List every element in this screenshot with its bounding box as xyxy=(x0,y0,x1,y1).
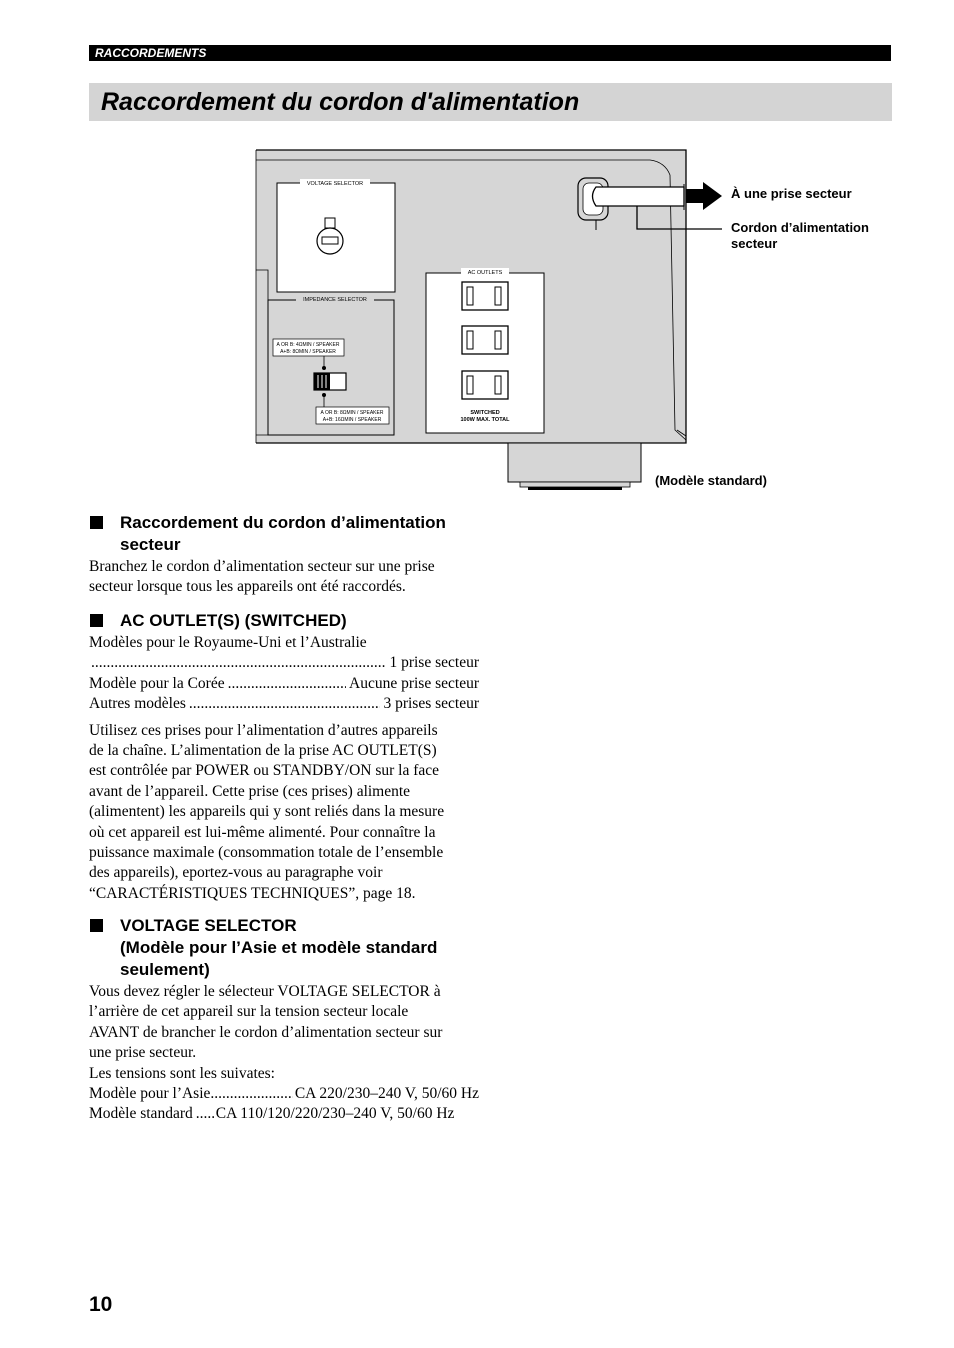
section-paragraph: Vous devez régler le sélecteur VOLTAGE SELECTOR à l’arrière de cet appareil sur la tension secteur locale AVANT de brancher le cordon d’alimentation secteur sur une prise secteur. Les tensions sont les suivates: Modèle pour l’Asie ..... CA 220/230–240 V, 50/60 Hz Modèle standard ..... CA 110/120/220/230–240 V, 50/60 Hz xyxy=(89,982,479,1125)
impedance-setting-bottom-line2: A+B: 16ΩMIN / SPEAKER xyxy=(322,417,382,423)
ac-outlets-label: AC OUTLETS xyxy=(467,270,503,276)
voltage-selector-panel xyxy=(277,179,395,292)
other-models-row: Autres modèles ..... 3 prises secteur xyxy=(89,694,479,714)
outlet-model-list: Modèles pour le Royaume-Uni et l’Australie ..... 1 prise secteur Modèle pour la Corée ..... Aucune prise secteur Autres modèles ..... 3 prises secteur xyxy=(89,633,479,715)
callout-cord-line2: secteur xyxy=(731,236,778,251)
arrow-right-icon xyxy=(686,182,722,210)
switched-max-label: 100W MAX. TOTAL xyxy=(460,417,510,423)
section-heading-power-cord: Raccordement du cordon d’alimentation secteur xyxy=(89,512,479,556)
section-paragraph: Utilisez ces prises pour l’alimentation d’autres appareils de la chaîne. L’alimentation de la prise AC OUTLET(S) est contrôlée par POWER ou STANDBY/ON sur la face avant de l’appareil. Cette prise (ces prises) alimente (alimentent) les appareils qui y sont reliés dans la mesure où cet appareil est lui-même alimenté. Pour connaître la puissance maximale (consommation totale de l’ensemble des appareils), eportez-vous au paragraphe voir “CARACTÉRISTIQUES TECHNIQUES”, page 18. xyxy=(89,721,445,902)
section-voltage-selector xyxy=(89,915,479,1125)
model-label: (Modèle standard) xyxy=(655,473,767,488)
korea-model-row: Modèle pour la Corée ..... Aucune prise secteur xyxy=(89,674,479,694)
chassis-foot xyxy=(508,443,641,490)
impedance-setting-top-line1: A OR B: 4ΩMIN / SPEAKER xyxy=(276,342,340,348)
section-ac-outlets xyxy=(89,610,479,904)
bullet-square-icon xyxy=(90,919,103,932)
impedance-switch xyxy=(314,373,346,390)
ac-outlets-panel xyxy=(426,268,544,433)
rear-panel-illustration xyxy=(0,0,954,520)
ac-outlet-2 xyxy=(462,326,508,354)
section-paragraph: Branchez le cordon d’alimentation secteur sur une prise secteur lorsque tous les appareils ont été raccordés. xyxy=(89,558,435,596)
page-title: Raccordement du cordon d'alimentation xyxy=(89,83,892,121)
asia-model-row: Modèle pour l’Asie ..... CA 220/230–240 V, 50/60 Hz xyxy=(89,1084,479,1104)
bullet-square-icon xyxy=(90,614,103,627)
ac-outlet-3 xyxy=(462,371,508,399)
section-heading-voltage-selector: VOLTAGE SELECTOR (Modèle pour l’Asie et modèle standard seulement) xyxy=(89,915,479,981)
impedance-selector-panel xyxy=(268,295,394,435)
ac-outlet-1 xyxy=(462,282,508,310)
uk-model-row: ..... 1 prise secteur xyxy=(89,653,479,673)
bullet-square-icon xyxy=(90,516,103,529)
callout-cord-line1: Cordon d’alimentation xyxy=(731,220,869,235)
callout-outlet: À une prise secteur xyxy=(731,186,852,201)
section-heading-ac-outlets: AC OUTLET(S) (SWITCHED) xyxy=(89,610,479,632)
section-power-cord xyxy=(89,512,479,598)
standard-model-row: Modèle standard ..... CA 110/120/220/230–240 V, 50/60 Hz xyxy=(89,1104,479,1124)
impedance-selector-label: IMPEDANCE SELECTOR xyxy=(303,297,367,303)
impedance-setting-top-line2: A+B: 8ΩMIN / SPEAKER xyxy=(280,349,336,355)
voltage-selector-label: VOLTAGE SELECTOR xyxy=(306,181,364,187)
section-header-label: RACCORDEMENTS xyxy=(95,46,207,60)
switched-label: SWITCHED xyxy=(470,410,500,416)
page-number: 10 xyxy=(89,1293,113,1316)
impedance-setting-bottom-line1: A OR B: 8ΩMIN / SPEAKER xyxy=(320,410,384,416)
